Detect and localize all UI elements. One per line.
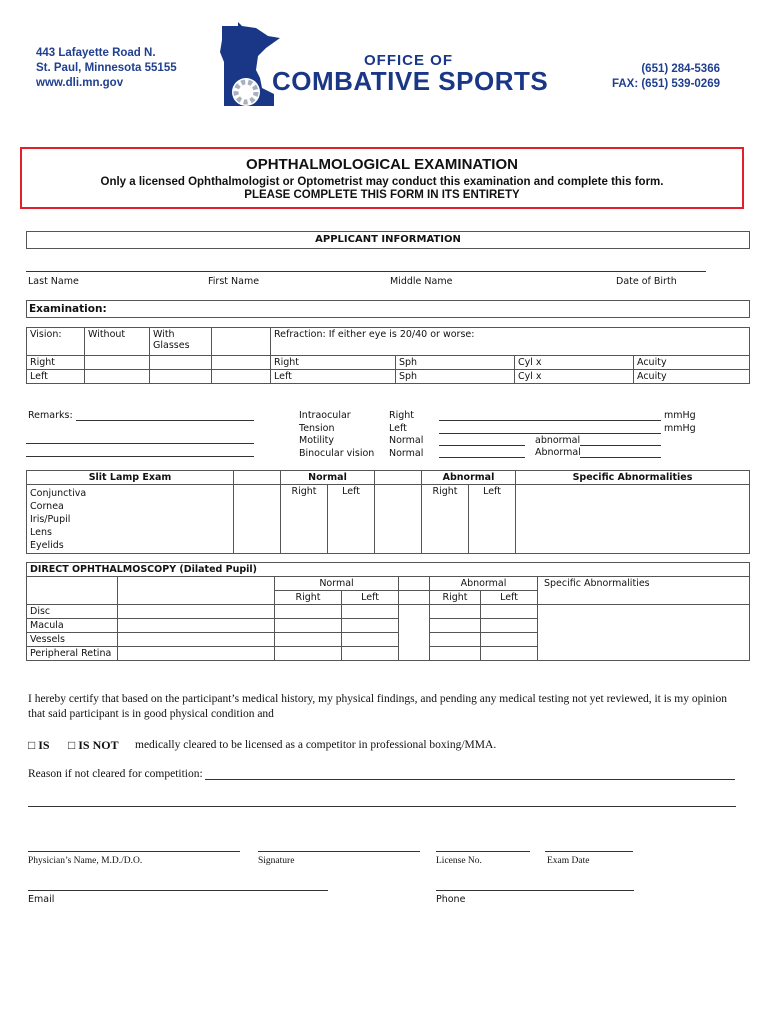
with-glasses-label: With Glasses xyxy=(150,328,212,356)
form-instruction-complete: PLEASE COMPLETE THIS FORM IN ITS ENTIRETY xyxy=(244,189,520,201)
cyl-left-label: Cyl x xyxy=(515,370,634,384)
slit-row-eyelids: Eyelids xyxy=(30,540,64,551)
remarks-line-2[interactable] xyxy=(26,443,254,444)
slit-lamp-table xyxy=(26,470,750,554)
slit-row-cornea: Cornea xyxy=(30,501,64,512)
slit-normal-heading: Normal xyxy=(281,471,375,485)
is-not-label: IS NOT xyxy=(78,738,119,752)
oph-abnormal-left: Left xyxy=(481,591,538,605)
applicant-name-line[interactable] xyxy=(26,271,706,272)
motility-label: Motility xyxy=(299,435,334,446)
is-not-option[interactable] xyxy=(68,738,119,753)
slit-normal-left[interactable]: Left xyxy=(328,485,375,554)
mmhg-right-label: mmHg xyxy=(664,410,696,421)
reason-line-2[interactable] xyxy=(28,806,736,807)
vision-left-label: Left xyxy=(27,370,85,384)
cleared-text: medically cleared to be licensed as a competitor in professional boxing/MMA. xyxy=(135,739,497,751)
vision-label: Vision: xyxy=(27,328,85,356)
slit-specific-field[interactable] xyxy=(516,485,750,554)
license-field[interactable] xyxy=(436,851,530,852)
exam-date-label: Exam Date xyxy=(547,856,590,866)
email-label: Email xyxy=(28,894,55,905)
sph-left-label: Sph xyxy=(396,370,515,384)
slit-abnormal-left[interactable]: Left xyxy=(469,485,516,554)
binocular-normal-label: Normal xyxy=(389,447,424,459)
tension-left-field[interactable] xyxy=(439,433,661,434)
certification-text: I hereby certify that based on the participant’s medical history, my physical findings, and pending any medical testing not yet reviewed, it is my opinion that said participant is in good physical condition and xyxy=(28,693,727,720)
remarks-line-1[interactable] xyxy=(76,420,254,421)
tension-left-label: Left xyxy=(389,422,407,434)
remarks-results xyxy=(389,410,423,460)
middle-name-label: Middle Name xyxy=(390,276,453,287)
is-checkbox-icon[interactable]: □ xyxy=(28,738,36,752)
phone-field[interactable] xyxy=(436,890,634,891)
vision-right-with[interactable] xyxy=(150,356,212,370)
reason-label: Reason if not cleared for competition: xyxy=(28,768,203,780)
physician-name-label: Physician’s Name, M.D./D.O. xyxy=(28,856,143,866)
fax-number: FAX: (651) 539-0269 xyxy=(611,78,720,90)
office-address xyxy=(36,46,177,91)
binocular-normal-field[interactable] xyxy=(439,457,525,458)
mmhg-left-label: mmHg xyxy=(664,423,696,434)
binocular-abnormal-field[interactable] xyxy=(580,457,661,458)
tension-right-field[interactable] xyxy=(439,420,661,421)
acuity-left-label: Acuity xyxy=(634,370,750,384)
acuity-right-label: Acuity xyxy=(634,356,750,370)
refraction-left-label: Left xyxy=(271,370,396,384)
ophthalmoscopy-table xyxy=(26,562,750,661)
slit-abnormal-heading: Abnormal xyxy=(422,471,516,485)
slit-lamp-heading: Slit Lamp Exam xyxy=(27,471,234,485)
reason-line-1[interactable] xyxy=(205,779,735,780)
office-contact xyxy=(612,62,720,92)
phone-number: (651) 284-5366 xyxy=(641,63,720,75)
slit-abnormal-right[interactable]: Right xyxy=(422,485,469,554)
oph-abnormal-right: Right xyxy=(430,591,481,605)
remarks-tests xyxy=(299,410,374,460)
intraocular-label: Intraocular xyxy=(299,410,351,421)
vision-left-with[interactable] xyxy=(150,370,212,384)
form-title-box xyxy=(20,147,744,209)
oph-specific-field[interactable] xyxy=(538,605,750,661)
is-not-checkbox-icon[interactable]: □ xyxy=(68,738,76,752)
tension-label: Tension xyxy=(299,422,335,434)
oph-abnormal-heading: Abnormal xyxy=(430,577,538,591)
cyl-right-label: Cyl x xyxy=(515,356,634,370)
address-line-web: www.dli.mn.gov xyxy=(36,77,124,89)
binocular-abnormal-label: Abnormal xyxy=(535,447,581,458)
oph-row-macula: Macula xyxy=(27,619,118,633)
license-label: License No. xyxy=(436,856,482,866)
oph-normal-left: Left xyxy=(342,591,399,605)
slit-specific-heading: Specific Abnormalities xyxy=(516,471,750,485)
vision-right-label: Right xyxy=(27,356,85,370)
applicant-info-heading: APPLICANT INFORMATION xyxy=(26,231,750,249)
physician-name-field[interactable] xyxy=(28,851,240,852)
dob-label: Date of Birth xyxy=(616,276,677,287)
sph-right-label: Sph xyxy=(396,356,515,370)
address-line-city: St. Paul, Minnesota 55155 xyxy=(36,62,177,74)
oph-specific-heading: Specific Abnormalities xyxy=(538,577,750,605)
remarks-line-3[interactable] xyxy=(26,456,254,457)
form-instruction: Only a licensed Ophthalmologist or Optometrist may conduct this examination and complete this form. xyxy=(100,176,664,188)
vision-left-without[interactable] xyxy=(85,370,150,384)
examination-heading: Examination: xyxy=(26,300,750,318)
motility-normal-field[interactable] xyxy=(439,445,525,446)
tension-right-label: Right xyxy=(389,410,415,421)
vision-right-without[interactable] xyxy=(85,356,150,370)
signature-label: Signature xyxy=(258,856,295,866)
signature-field[interactable] xyxy=(258,851,420,852)
remarks-label: Remarks: xyxy=(28,410,73,421)
exam-date-field[interactable] xyxy=(545,851,633,852)
logo-text-office-of: OFFICE OF xyxy=(364,52,453,69)
vision-table xyxy=(26,327,750,384)
is-label: IS xyxy=(38,738,50,752)
email-field[interactable] xyxy=(28,890,328,891)
refraction-label: Refraction: If either eye is 20/40 or worse: xyxy=(271,328,750,356)
motility-normal-label: Normal xyxy=(389,435,424,446)
logo-text-combative-sports: COMBATIVE SPORTS xyxy=(272,66,549,96)
motility-abnormal-label: abnormal xyxy=(535,435,581,446)
slit-row-conjunctiva: Conjunctiva xyxy=(30,488,87,499)
oph-normal-heading: Normal xyxy=(275,577,399,591)
refraction-right-label: Right xyxy=(271,356,396,370)
slit-row-iris: Iris/Pupil xyxy=(30,514,71,525)
slit-row-lens: Lens xyxy=(30,527,52,538)
motility-abnormal-field[interactable] xyxy=(580,445,661,446)
oph-row-peripheral-retina: Peripheral Retina xyxy=(27,647,118,661)
phone-label: Phone xyxy=(436,894,466,905)
oph-row-vessels: Vessels xyxy=(27,633,118,647)
is-option[interactable] xyxy=(28,738,50,753)
last-name-label: Last Name xyxy=(28,276,79,287)
slit-normal-right[interactable]: Right xyxy=(281,485,328,554)
oph-normal-right: Right xyxy=(275,591,342,605)
form-title: OPHTHALMOLOGICAL EXAMINATION xyxy=(246,156,518,173)
oph-row-disc: Disc xyxy=(27,605,118,619)
address-line-street: 443 Lafayette Road N. xyxy=(36,47,156,59)
binocular-label: Binocular vision xyxy=(299,447,375,459)
first-name-label: First Name xyxy=(208,276,260,287)
without-label: Without xyxy=(85,328,150,356)
ophthalmoscopy-heading: DIRECT OPHTHALMOSCOPY (Dilated Pupil) xyxy=(27,563,750,577)
